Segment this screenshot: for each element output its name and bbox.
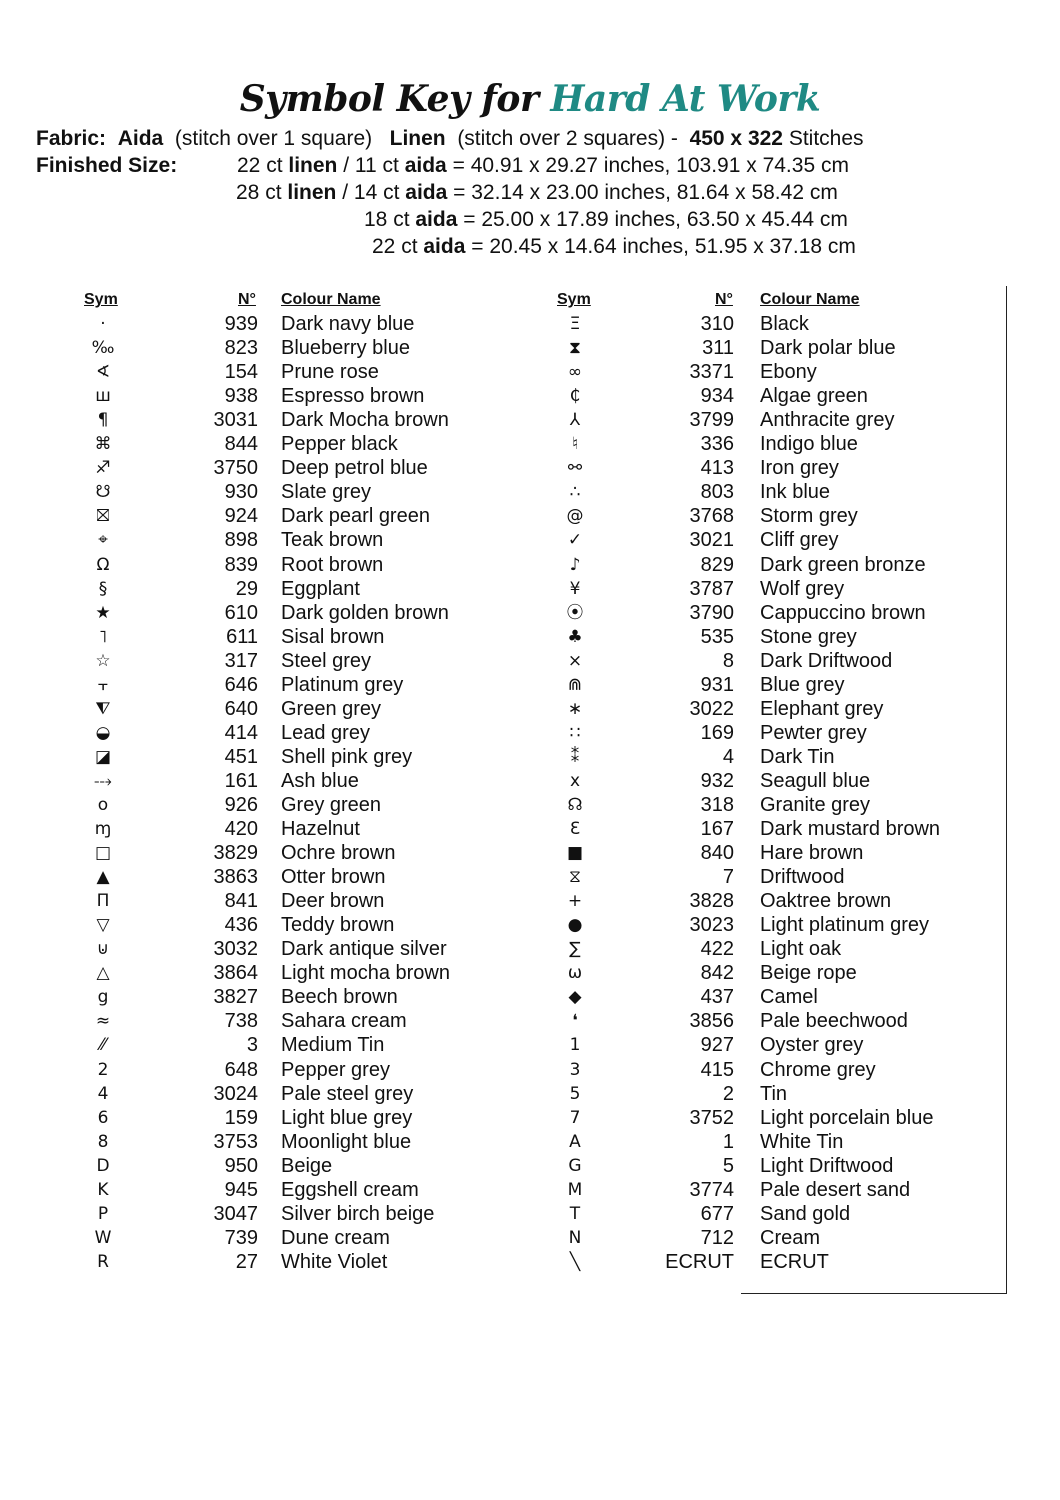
symbol-glyph: ∑ [569, 939, 581, 960]
thread-number: 677 [700, 1202, 734, 1225]
colour-name: Dark mustard brown [760, 818, 941, 841]
header-sym: Sym [557, 291, 591, 308]
colour-name: Chrome grey [760, 1058, 876, 1081]
thread-number: 823 [224, 337, 258, 360]
colour-name: Sahara cream [281, 1010, 407, 1033]
symbol-glyph: △ [96, 963, 110, 984]
symbol-glyph: ◒ [95, 722, 111, 743]
dimensions: = 40.91 x 29.27 inches, 103.91 x 74.35 cm [452, 154, 849, 177]
colour-name: Root brown [281, 553, 384, 576]
thread-number: 414 [224, 721, 258, 744]
colour-name: Cliff grey [760, 529, 839, 552]
thread-number: 535 [700, 625, 734, 648]
colour-name: White Tin [760, 1130, 844, 1153]
symbol-glyph: ♣ [567, 626, 583, 647]
thread-number: 167 [700, 818, 734, 841]
symbol-glyph: Ɛ [569, 819, 581, 840]
colour-name: Sisal brown [281, 625, 385, 648]
symbol-glyph: ◆ [568, 987, 582, 1008]
finished-label-text: Finished Size: [36, 154, 178, 177]
symbol-glyph: ● [567, 915, 583, 936]
thread-number: 420 [224, 818, 258, 841]
symbol-glyph: o [97, 794, 109, 815]
colour-name: Indigo blue [760, 433, 858, 456]
header-num: N° [238, 291, 256, 308]
header-num: N° [715, 291, 733, 308]
thread-number: 931 [700, 673, 734, 696]
colour-name: Pale steel grey [281, 1082, 414, 1105]
stitch-word: Stitches [788, 127, 864, 150]
symbol-glyph: ⛝ [96, 506, 110, 527]
thread-number: 159 [224, 1106, 258, 1129]
thread-number: 3829 [213, 842, 258, 865]
colour-name: Medium Tin [281, 1034, 385, 1057]
count: 28 ct [236, 181, 282, 204]
colour-name: Light mocha brown [281, 962, 450, 985]
colour-name: Ash blue [281, 769, 359, 792]
symbol-glyph: ⧖ [569, 867, 581, 888]
fabric-aida: Aida [117, 127, 164, 150]
colour-name: Shell pink grey [281, 745, 413, 768]
colour-name: Beige [281, 1154, 333, 1177]
thread-number: 154 [224, 361, 258, 384]
thread-number: 318 [700, 793, 734, 816]
count: / 11 ct [343, 154, 399, 177]
thread-number: 3856 [689, 1010, 734, 1033]
table-border-bottom [741, 1293, 1007, 1294]
symbol-glyph: ⤏ [94, 770, 112, 791]
thread-number: 640 [224, 697, 258, 720]
thread-number: 310 [700, 313, 734, 336]
thread-number: 839 [224, 553, 258, 576]
count: 22 ct [372, 235, 418, 258]
thread-number: 930 [224, 481, 258, 504]
symbol-glyph: ☆ [95, 650, 111, 671]
colour-name: Deep petrol blue [281, 457, 428, 480]
symbol-glyph: ₵ [569, 386, 581, 407]
symbol-glyph: 6 [97, 1107, 109, 1128]
count: 18 ct [364, 208, 410, 231]
thread-number: 422 [700, 938, 734, 961]
thread-number: 3047 [213, 1202, 258, 1225]
thread-number: 413 [700, 457, 734, 480]
symbol-glyph: 8 [97, 1131, 109, 1152]
symbol-glyph: ∞ [567, 362, 583, 383]
thread-number: 3787 [689, 577, 734, 600]
colour-name: Otter brown [281, 866, 386, 889]
symbol-glyph: ⌖ [98, 530, 108, 551]
symbol-glyph: § [98, 578, 108, 599]
thread-number: 415 [700, 1058, 734, 1081]
colour-name: Camel [760, 986, 818, 1009]
symbol-glyph: 3 [569, 1059, 581, 1080]
thread-number: 842 [700, 962, 734, 985]
thread-number: 311 [702, 337, 734, 360]
symbol-glyph: Ξ [569, 314, 581, 335]
thread-number: 1 [722, 1130, 734, 1153]
thread-number: 29 [235, 577, 258, 600]
thread-number: 8 [722, 649, 734, 672]
symbol-glyph: Π [96, 891, 110, 912]
thread-number: 803 [700, 481, 734, 504]
fabric: aida [405, 181, 448, 204]
thread-number: 844 [224, 433, 258, 456]
colour-name: Light Driftwood [760, 1154, 894, 1177]
colour-name: Oaktree brown [760, 890, 892, 913]
dimensions: = 25.00 x 17.89 inches, 63.50 x 45.44 cm [463, 208, 848, 231]
symbol-glyph: ╲ [569, 1251, 581, 1272]
symbol-glyph: ⋒ [567, 674, 583, 695]
symbol-glyph: ■ [566, 843, 584, 864]
colour-name: Black [760, 313, 809, 336]
symbol-glyph: g [97, 987, 109, 1008]
thread-number: 3753 [213, 1130, 258, 1153]
colour-name: Seagull blue [760, 769, 871, 792]
thread-number: 169 [700, 721, 734, 744]
colour-name: Dark navy blue [281, 313, 415, 336]
symbol-glyph: ★ [95, 602, 111, 623]
symbol-glyph: ⧗ [569, 338, 581, 359]
symbol-glyph: ⚯ [567, 458, 583, 479]
thread-number: 939 [224, 313, 258, 336]
symbol-glyph: M [567, 1179, 583, 1200]
symbol-glyph: ≈ [95, 1011, 111, 1032]
colour-name: Elephant grey [760, 697, 884, 720]
fabric-line [36, 125, 864, 152]
thread-number: 3863 [213, 866, 258, 889]
symbol-glyph: 7 [569, 1107, 581, 1128]
colour-name: Dark Tin [760, 745, 835, 768]
symbol-glyph: x [569, 770, 581, 791]
colour-name: Dark golden brown [281, 601, 449, 624]
colour-name: Cream [760, 1226, 821, 1249]
thread-number: 2 [722, 1082, 734, 1105]
thread-number: 938 [224, 385, 258, 408]
colour-name: Dark polar blue [760, 337, 896, 360]
colour-name: Oyster grey [760, 1034, 864, 1057]
thread-number: 3031 [213, 409, 258, 432]
symbol-glyph: ⧨ [95, 698, 111, 719]
symbol-glyph: G [568, 1155, 582, 1176]
thread-number: 4 [722, 745, 734, 768]
header-sym: Sym [84, 291, 118, 308]
colour-name: Sand gold [760, 1202, 851, 1225]
thread-number: 648 [224, 1058, 258, 1081]
symbol-glyph: ✓ [567, 530, 583, 551]
thread-number: 3864 [213, 962, 258, 985]
fabric: aida [404, 154, 447, 177]
stitch-count: 450 x 322 [689, 127, 783, 150]
symbol-glyph: ∴ [569, 482, 581, 503]
thread-number: 7 [722, 866, 734, 889]
count: 22 ct [237, 154, 283, 177]
colour-name: Driftwood [760, 866, 845, 889]
colour-name: Ebony [760, 361, 817, 384]
symbol-glyph: ⦿ [566, 602, 584, 623]
finished-line-4 [372, 233, 856, 260]
page-title [0, 78, 1060, 120]
colour-name: Light blue grey [281, 1106, 413, 1129]
colour-name: Pale desert sand [760, 1178, 911, 1201]
colour-name: Steel grey [281, 649, 372, 672]
colour-name: Dark green bronze [760, 553, 926, 576]
symbol-glyph: ∗ [567, 698, 583, 719]
thread-number: 829 [700, 553, 734, 576]
colour-name: Teddy brown [281, 914, 395, 937]
thread-number: 950 [224, 1154, 258, 1177]
symbol-glyph: ▽ [96, 915, 110, 936]
symbol-glyph: ∷ [569, 722, 581, 743]
dimensions: = 20.45 x 14.64 inches, 51.95 x 37.18 cm [471, 235, 856, 258]
header-colour-name: Colour Name [281, 291, 381, 308]
thread-number: 436 [224, 914, 258, 937]
fabric-label: Fabric: [36, 127, 107, 150]
thread-number: 161 [224, 769, 258, 792]
colour-name: Teak brown [281, 529, 384, 552]
thread-number: 3768 [689, 505, 734, 528]
colour-name: Green grey [281, 697, 382, 720]
thread-number: 3827 [213, 986, 258, 1009]
symbol-glyph: ¥ [569, 578, 581, 599]
thread-number: 3774 [689, 1178, 734, 1201]
colour-name: Ochre brown [281, 842, 396, 865]
thread-number: 738 [224, 1010, 258, 1033]
colour-name: Ink blue [760, 481, 831, 504]
thread-number: 451 [224, 745, 258, 768]
thread-number: 898 [224, 529, 258, 552]
symbol-glyph: ♪ [569, 554, 581, 575]
fabric: linen [287, 181, 337, 204]
colour-name: Blue grey [760, 673, 845, 696]
colour-name: Tin [760, 1082, 788, 1105]
colour-name: White Violet [281, 1250, 388, 1273]
colour-name: Hare brown [760, 842, 864, 865]
symbol-glyph: ⁄⁄ [100, 1035, 106, 1056]
colour-name: Cappuccino brown [760, 601, 926, 624]
header-colour-name: Colour Name [760, 291, 860, 308]
thread-number: 27 [235, 1250, 258, 1273]
table-border-right [1006, 286, 1007, 1294]
symbol-glyph: □ [94, 843, 112, 864]
colour-name: Pepper black [281, 433, 398, 456]
thread-number: 3750 [213, 457, 258, 480]
thread-number: 926 [224, 793, 258, 816]
symbol-glyph: N [568, 1227, 582, 1248]
symbol-glyph: ☋ [95, 482, 111, 503]
fabric-linen-note: (stitch over 2 squares) - [457, 127, 678, 150]
finished-line-1 [237, 152, 849, 179]
symbol-glyph: ω [567, 963, 583, 984]
colour-name: Dark Mocha brown [281, 409, 449, 432]
thread-number: 3 [246, 1034, 258, 1057]
symbol-glyph: ▲ [96, 867, 110, 888]
colour-name: Beige rope [760, 962, 857, 985]
colour-name: Prune rose [281, 361, 379, 384]
fabric-linen: Linen [389, 127, 446, 150]
colour-name: Light oak [760, 938, 842, 961]
colour-name: Dark antique silver [281, 938, 447, 961]
fabric: linen [288, 154, 338, 177]
symbol-glyph: ⫟ [97, 674, 109, 695]
thread-number: 646 [224, 673, 258, 696]
symbol-glyph: Ω [96, 554, 110, 575]
colour-name: ECRUT [760, 1250, 829, 1273]
colour-name: Algae green [760, 385, 868, 408]
symbol-glyph: ♐ [95, 458, 111, 479]
thread-number: 3752 [689, 1106, 734, 1129]
colour-name: Eggshell cream [281, 1178, 419, 1201]
symbol-glyph: ¶ [97, 410, 109, 431]
title-pattern-name: Hard At Work [550, 78, 821, 120]
colour-name: Pale beechwood [760, 1010, 908, 1033]
symbol-glyph: ‰ [91, 338, 115, 359]
colour-name: Slate grey [281, 481, 372, 504]
symbol-glyph: R [97, 1251, 109, 1272]
title-prefix: Symbol Key for [239, 78, 539, 120]
symbol-glyph: T [569, 1203, 581, 1224]
fabric: aida [423, 235, 466, 258]
symbol-glyph: ɱ [94, 819, 112, 840]
colour-name: Stone grey [760, 625, 857, 648]
colour-name: Wolf grey [760, 577, 845, 600]
dimensions: = 32.14 x 23.00 inches, 81.64 x 58.42 cm [453, 181, 838, 204]
symbol-glyph: ⊍ [96, 939, 110, 960]
colour-name: Beech brown [281, 986, 398, 1009]
symbol-glyph: ⨯ [567, 650, 583, 671]
thread-number: 932 [700, 769, 734, 792]
colour-name: Eggplant [281, 577, 360, 600]
count: / 14 ct [342, 181, 400, 204]
colour-name: Storm grey [760, 505, 858, 528]
colour-name: Light platinum grey [760, 914, 929, 937]
thread-number: 3021 [689, 529, 734, 552]
colour-name: Iron grey [760, 457, 839, 480]
symbol-glyph: 2 [97, 1059, 109, 1080]
symbol-glyph: 4 [97, 1083, 109, 1104]
colour-name: Deer brown [281, 890, 385, 913]
colour-name: Hazelnut [281, 818, 360, 841]
thread-number: 927 [700, 1034, 734, 1057]
colour-name: Silver birch beige [281, 1202, 435, 1225]
thread-number: ECRUT [665, 1250, 734, 1273]
thread-number: 712 [700, 1226, 734, 1249]
thread-number: 3371 [689, 361, 734, 384]
symbol-glyph: ⅄ [569, 410, 581, 431]
colour-name: Dune cream [281, 1226, 390, 1249]
thread-number: 3024 [213, 1082, 258, 1105]
colour-name: Platinum grey [281, 673, 404, 696]
symbol-glyph: 5 [569, 1083, 581, 1104]
symbol-glyph: + [567, 891, 583, 912]
colour-name: Anthracite grey [760, 409, 895, 432]
symbol-glyph: ❛ [572, 1011, 578, 1032]
finished-size-label [36, 152, 177, 179]
colour-name: Blueberry blue [281, 337, 410, 360]
finished-line-2 [236, 179, 838, 206]
colour-name: Dark Driftwood [760, 649, 893, 672]
symbol-glyph: ♮ [571, 434, 579, 455]
symbol-glyph: ш [95, 386, 111, 407]
thread-number: 841 [224, 890, 258, 913]
thread-number: 3022 [689, 697, 734, 720]
thread-number: 934 [700, 385, 734, 408]
symbol-glyph: A [569, 1131, 581, 1152]
colour-name: Moonlight blue [281, 1130, 412, 1153]
thread-number: 924 [224, 505, 258, 528]
thread-number: 3790 [689, 601, 734, 624]
symbol-glyph: P [97, 1203, 109, 1224]
colour-name: Espresso brown [281, 385, 425, 408]
thread-number: 3799 [689, 409, 734, 432]
symbol-glyph: ⌘ [94, 434, 112, 455]
colour-name: Grey green [281, 793, 382, 816]
symbol-glyph: · [100, 314, 106, 335]
thread-number: 611 [226, 625, 258, 648]
thread-number: 945 [224, 1178, 258, 1201]
thread-number: 3032 [213, 938, 258, 961]
symbol-glyph: ∢ [95, 362, 111, 383]
colour-name: Lead grey [281, 721, 370, 744]
symbol-glyph: W [94, 1227, 112, 1248]
symbol-glyph: ☊ [567, 794, 583, 815]
colour-name: Granite grey [760, 793, 871, 816]
symbol-glyph: D [96, 1155, 110, 1176]
colour-name: Pepper grey [281, 1058, 390, 1081]
colour-name: Pewter grey [760, 721, 867, 744]
thread-number: 840 [700, 842, 734, 865]
thread-number: 610 [224, 601, 258, 624]
fabric-aida-note: (stitch over 1 square) [174, 127, 373, 150]
thread-number: 3828 [689, 890, 734, 913]
thread-number: 739 [224, 1226, 258, 1249]
thread-number: 437 [700, 986, 734, 1009]
finished-line-3 [364, 206, 848, 233]
symbol-glyph: ˥ [98, 626, 108, 647]
thread-number: 3023 [689, 914, 734, 937]
symbol-glyph: ⁑ [570, 746, 580, 767]
symbol-glyph: @ [566, 506, 584, 527]
thread-number: 5 [722, 1154, 734, 1177]
thread-number: 317 [224, 649, 258, 672]
symbol-glyph: 1 [569, 1035, 581, 1056]
colour-name: Light porcelain blue [760, 1106, 934, 1129]
fabric: aida [415, 208, 458, 231]
symbol-glyph: K [97, 1179, 109, 1200]
symbol-glyph: ◪ [94, 746, 112, 767]
colour-name: Dark pearl green [281, 505, 430, 528]
thread-number: 336 [700, 433, 734, 456]
